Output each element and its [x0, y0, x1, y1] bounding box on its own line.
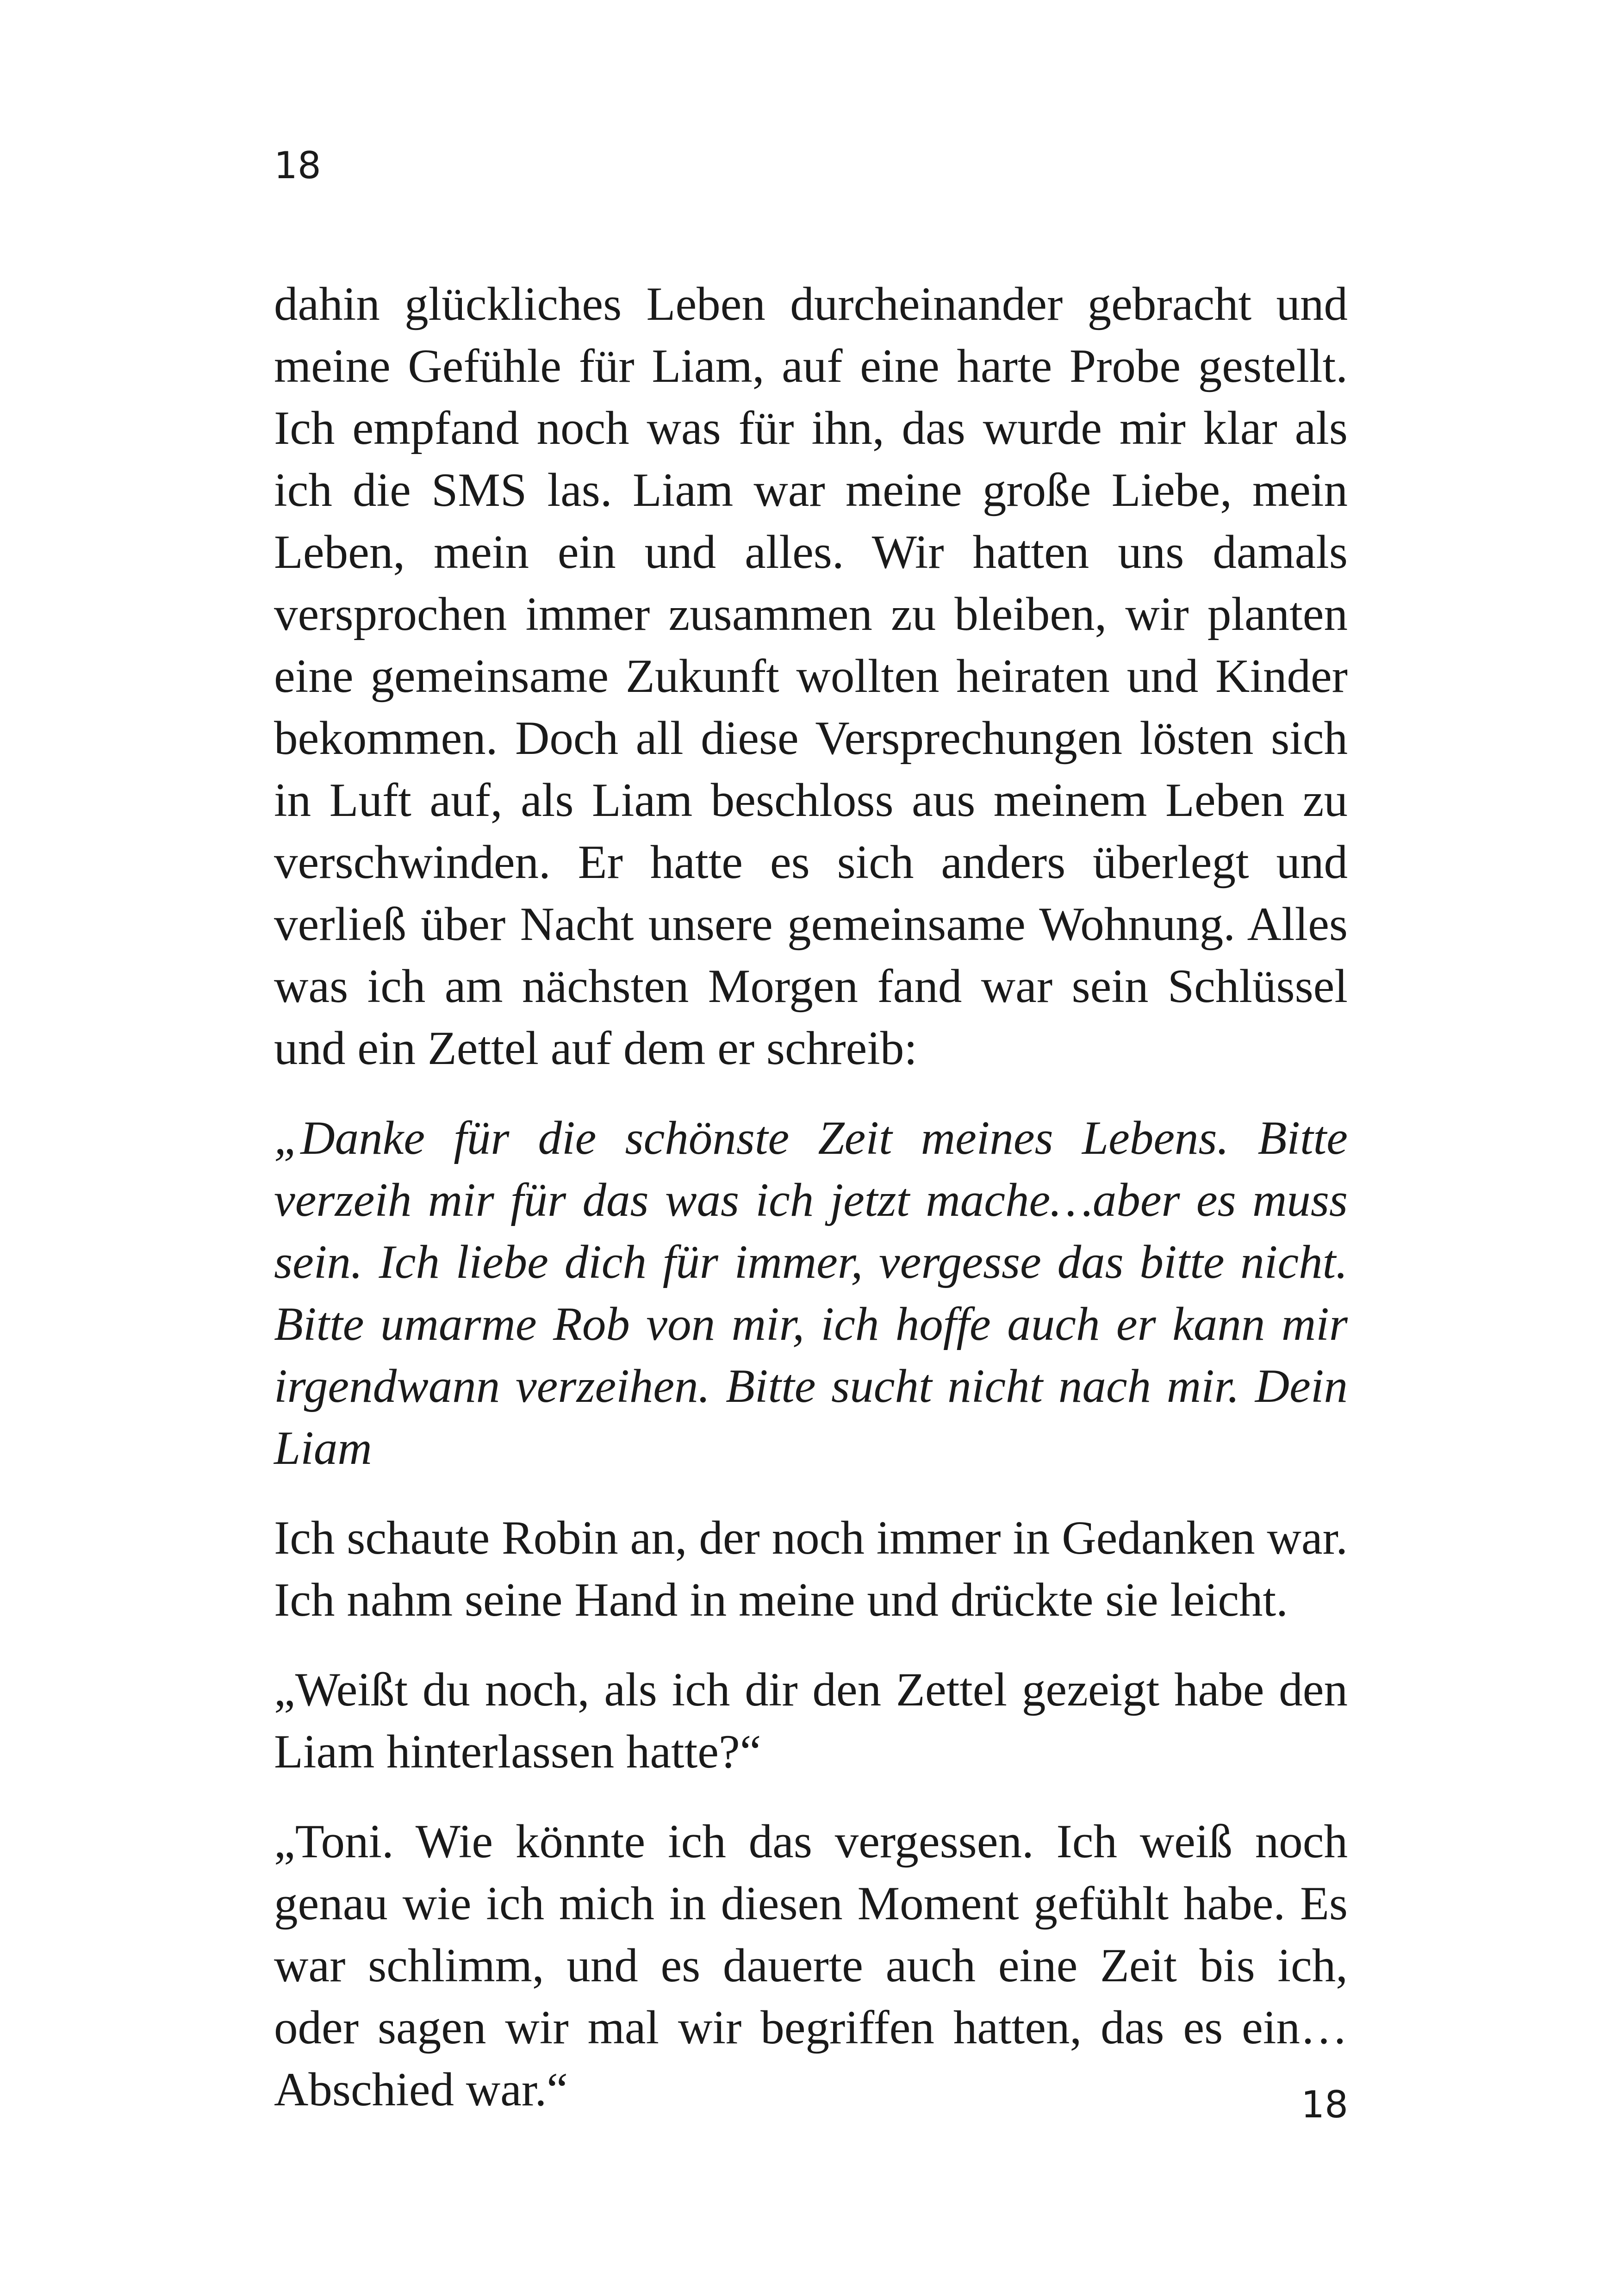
- narrative-paragraph: dahin glückliches Leben durcheinander gebracht und meine Gefühle für Liam, auf eine harte Probe gestellt. Ich empfand noch was für ihn, das wurde mir klar als ich die SMS las. Liam war meine große Liebe, mein Leben, mein ein und alles. Wir hatten uns damals versprochen immer zusammen zu bleiben, wir planten eine gemeinsame Zukunft wollten heiraten und Kinder bekommen. Doch all diese Versprechungen lösten sich in Luft auf, als Liam beschloss aus meinem Leben zu verschwinden. Er hatte es sich anders überlegt und verließ über Nacht unsere gemeinsame Wohnung. Alles was ich am nächsten Morgen fand war sein Schlüssel und ein Zettel auf dem er schreib:: [274, 278, 1348, 1075]
- narrative-paragraph: Ich schaute Robin an, der noch immer in Gedanken war. Ich nahm seine Hand in meine und drückte sie leicht.: [274, 1512, 1348, 1626]
- letter-quote-paragraph: „Danke für die schönste Zeit meines Lebens. Bitte verzeih mir für das was ich jetzt mache…aber es muss sein. Ich liebe dich für immer, vergesse das bitte nicht. Bitte umarme Rob von mir, ich hoffe auch er kann mir irgendwann verzeihen. Bitte sucht nicht nach mir. Dein Liam: [274, 1112, 1348, 1475]
- dialogue-paragraph: „Weißt du noch, als ich dir den Zettel gezeigt habe den Liam hinterlassen hatte?“: [274, 1663, 1348, 1778]
- body-text: [274, 273, 1348, 2148]
- dialogue-paragraph: „Toni. Wie könnte ich das vergessen. Ich weiß noch genau wie ich mich in diesen Moment gefühlt habe. Es war schlimm, und es dauerte auch eine Zeit bis ich, oder sagen wir mal wir begriffen hatten, das es ein…Abschied war.“: [274, 1815, 1348, 2116]
- page-number-top: 18: [274, 144, 321, 187]
- page-number-bottom: 18: [1301, 2083, 1348, 2126]
